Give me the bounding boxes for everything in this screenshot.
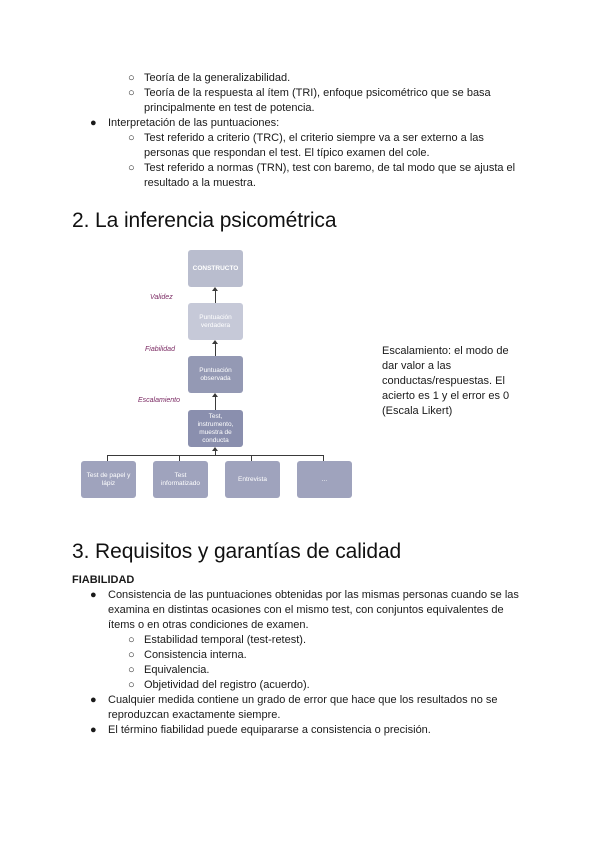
connector-line [107, 455, 324, 456]
section-heading: 3. Requisitos y garantías de calidad [72, 540, 402, 563]
hollow-bullet-icon: ○ [128, 162, 135, 174]
hollow-bullet-icon: ○ [128, 87, 135, 99]
diagram-box-computer-test: Test informatizado [153, 461, 208, 498]
connector-line [215, 397, 216, 410]
diagram-box-interview: Entrevista [225, 461, 280, 498]
hollow-bullet-icon: ○ [128, 679, 135, 691]
filled-bullet-icon: ● [90, 724, 97, 736]
list-item: El término fiabilidad puede equipararse a consistencia o precisión. [108, 724, 431, 736]
list-item: Estabilidad temporal (test-retest). [144, 634, 307, 646]
side-label-escalamiento: Escalamiento [138, 397, 181, 404]
list-item: Objetividad del registro (acuerdo). [144, 679, 310, 691]
list-item-continuation: examina en distintas ocasiones con el mismo test, con conjuntos equivalentes de [108, 604, 504, 616]
hollow-bullet-icon: ○ [128, 634, 135, 646]
list-item: Teoría de la respuesta al ítem (TRI), enfoque psicométrico que se basa [144, 87, 491, 99]
diagram-box-true-score: Puntuación verdadera [188, 303, 243, 340]
hollow-bullet-icon: ○ [128, 72, 135, 84]
diagram-box-paper-test: Test de papel y lápiz [81, 461, 136, 498]
hollow-bullet-icon: ○ [128, 649, 135, 661]
filled-bullet-icon: ● [90, 589, 97, 601]
diagram-box-etc: ... [297, 461, 352, 498]
list-item: Interpretación de las puntuaciones: [108, 117, 280, 129]
arrow-up-icon [212, 340, 218, 344]
list-item-continuation: reproduzcan exactamente siempre. [108, 709, 281, 721]
list-item: Consistencia interna. [144, 649, 247, 661]
subheading: FIABILIDAD [72, 574, 135, 586]
filled-bullet-icon: ● [90, 117, 97, 129]
list-item: Test referido a criterio (TRC), el criterio siempre va a ser externo a las [144, 132, 484, 144]
arrow-up-icon [212, 447, 218, 451]
list-item-continuation: ítems o en otras condiciones de examen. [108, 619, 309, 631]
list-item: Cualquier medida contiene un grado de error que hace que los resultados no se [108, 694, 498, 706]
list-item-continuation: principalmente en test de potencia. [144, 102, 315, 114]
connector-line [215, 344, 216, 356]
arrow-up-icon [212, 393, 218, 397]
side-label-validez: Validez [150, 294, 173, 301]
hollow-bullet-icon: ○ [128, 664, 135, 676]
diagram-box-test: Test, instrumento, muestra de conducta [188, 410, 243, 447]
section-heading: 2. La inferencia psicométrica [72, 209, 337, 232]
hollow-bullet-icon: ○ [128, 132, 135, 144]
scaling-note: Escalamiento: el modo de dar valor a las conductas/respuestas. El acierto es 1 y el error es 0 (Escala Likert) [382, 345, 510, 417]
list-item: Test referido a normas (TRN), test con baremo, de tal modo que se ajusta el [144, 162, 516, 174]
side-label-fiabilidad: Fiabilidad [145, 346, 175, 353]
list-item: Teoría de la generalizabilidad. [144, 72, 291, 84]
arrow-up-icon [212, 287, 218, 291]
diagram-box-observed-score: Puntuación observada [188, 356, 243, 393]
diagram-box-construct: CONSTRUCTO [188, 250, 243, 287]
connector-line [215, 291, 216, 303]
list-item: Equivalencia. [144, 664, 210, 676]
list-item: Consistencia de las puntuaciones obtenidas por las mismas personas cuando se las [108, 589, 519, 601]
filled-bullet-icon: ● [90, 694, 97, 706]
list-item-continuation: personas que respondan el test. El típico examen del cole. [144, 147, 430, 159]
list-item-continuation: resultado a la muestra. [144, 177, 256, 189]
